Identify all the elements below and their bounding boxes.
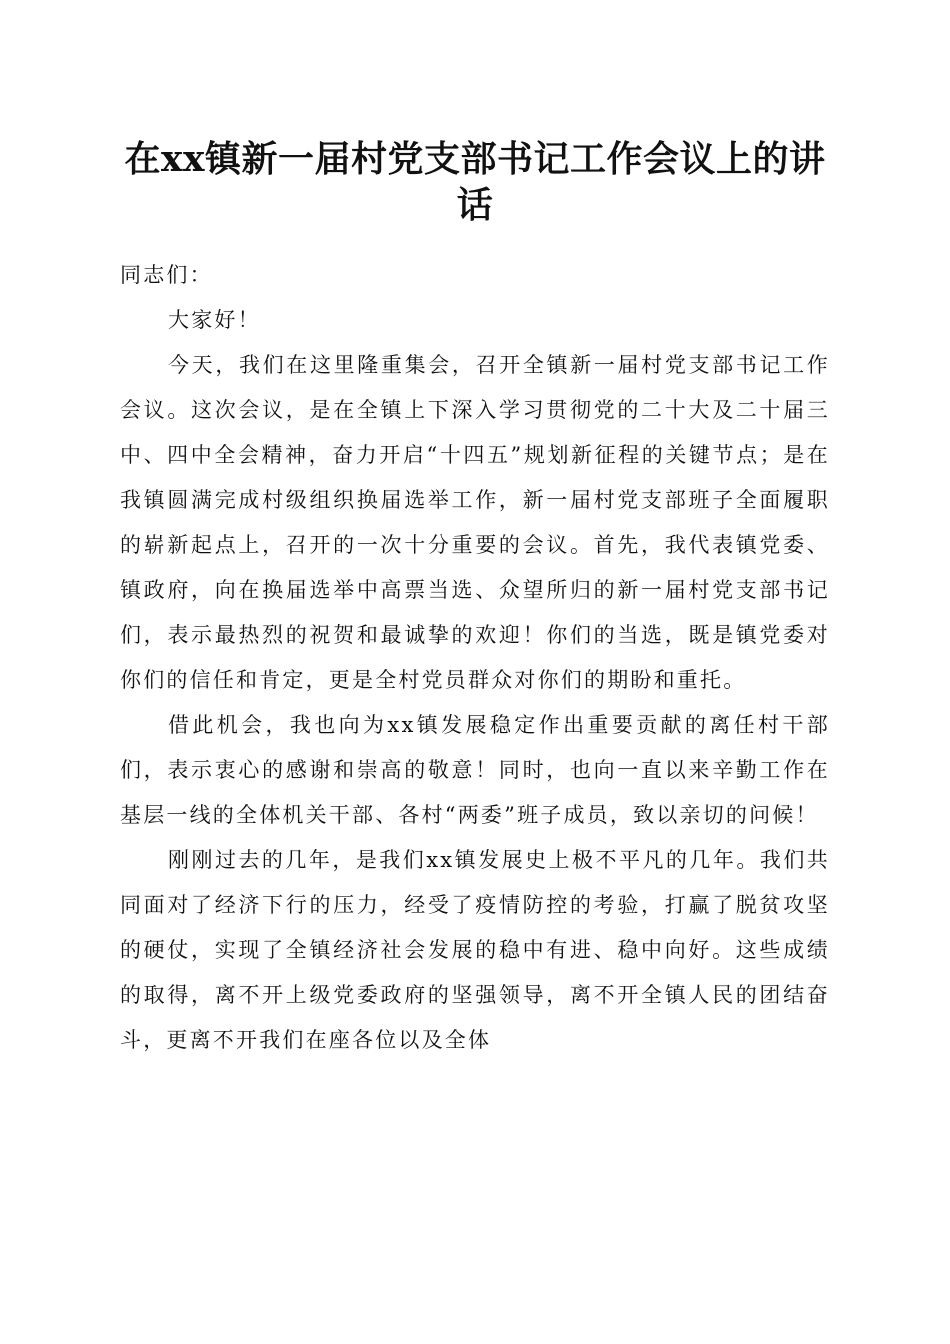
salutation: 同志们： — [120, 263, 213, 287]
paragraph-review: 刚刚过去的几年，是我们xx镇发展史上极不平凡的几年。我们共同面对了经济下行的压力，经受了疫情防控的考验，打赢了脱贫攻坚的硬仗，实现了全镇经济社会发展的稳中有进、稳中向好。这些成绩的取得，离不开上级党委政府的坚强领导，离不开全镇人民的团结奋斗，更离不开我们在座各位以及全体 — [120, 848, 830, 1052]
paragraph-thanks: 借此机会，我也向为xx镇发展稳定作出重要贡献的离任村干部们，表示衷心的感谢和崇高的敬意！同时，也向一直以来辛勤工作在基层一线的全体机关干部、各村“两委”班子成员，致以亲切的问候！ — [120, 713, 830, 827]
paragraph-opening: 今天，我们在这里隆重集会，召开全镇新一届村党支部书记工作会议。这次会议，是在全镇上下深入学习贯彻党的二十大及二十届三中、四中全会精神，奋力开启“十四五”规划新征程的关键节点；是在我镇圆满完成村级组织换届选举工作，新一届村党支部班子全面履职的崭新起点上，召开的一次十分重要的会议。首先，我代表镇党委、镇政府，向在换届选举中高票当选、众望所归的新一届村党支部书记们，表示最热烈的祝贺和最诚挚的欢迎！你们的当选，既是镇党委对你们的信任和肯定，更是全村党员群众对你们的期盼和重托。 — [120, 353, 830, 692]
document-title: 在xx镇新一届村党支部书记工作会议上的讲话 — [124, 138, 826, 226]
paragraph-greeting: 大家好！ — [168, 308, 261, 332]
document-body — [120, 253, 830, 1063]
